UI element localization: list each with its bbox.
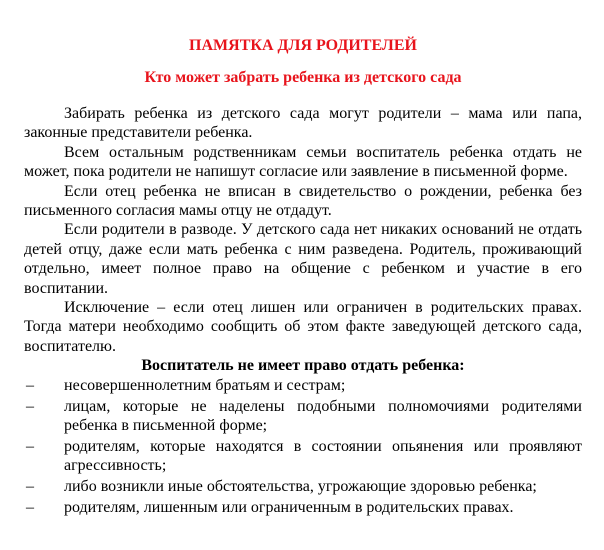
list-item <box>24 376 582 395</box>
list-item <box>24 498 582 517</box>
list-dash: – <box>26 478 34 496</box>
list-dash: – <box>26 376 34 394</box>
list-dash: – <box>26 499 34 517</box>
paragraph-father-not-registered: Если отец ребенка не вписан в свидетельство о рождении, ребенка без письменного согласия мамы отцу не отдадут. <box>24 182 582 220</box>
list-item <box>24 437 582 476</box>
paragraph-divorce: Если родители в разводе. У детского сада нет никаких оснований не отдать детей отцу, даже если мать ребенка с ним разведена. Родитель, проживающий отдельно, имеет полное право на общение с ребенком и участие в его воспитании. <box>24 221 582 297</box>
document-subtitle: Кто может забрать ребенка из детского сада <box>144 69 462 86</box>
paragraph-relatives: Всем остальным родственникам семьи воспитатель ребенка отдать не может, пока родители не напишут согласие или заявление в письменной форме. <box>24 143 582 181</box>
list-item-text: лицам, которые не наделены подобными полномочиями родителями ребенка в письменной форме; <box>64 397 582 434</box>
list-dash: – <box>26 437 34 455</box>
list-dash: – <box>26 397 34 415</box>
list-item-text: родителям, которые находятся в состоянии опьянения или проявляют агрессивность; <box>64 437 582 475</box>
paragraph-parents: Забирать ребенка из детского сада могут родители – мама или папа, законные представители ребенка. <box>24 105 582 142</box>
list-item-text: либо возникли иные обстоятельства, угрожающие здоровью ребенка; <box>64 478 537 496</box>
paragraph-exception: Исключение – если отец лишен или ограничен в родительских правах. Тогда матери необходимо сообщить об этом факте заведующей детского сада, воспитателю. <box>24 299 582 355</box>
document-title: ПАМЯТКА ДЛЯ РОДИТЕЛЕЙ <box>189 37 417 54</box>
section-heading: Воспитатель не имеет право отдать ребенка: <box>141 357 465 375</box>
list-item-text: родителям, лишенным или ограниченным в родительских правах. <box>64 499 514 517</box>
list-item <box>24 477 582 496</box>
list-item-text: несовершеннолетним братьям и сестрам; <box>64 376 346 394</box>
restriction-list <box>24 376 582 518</box>
list-item <box>24 397 582 436</box>
